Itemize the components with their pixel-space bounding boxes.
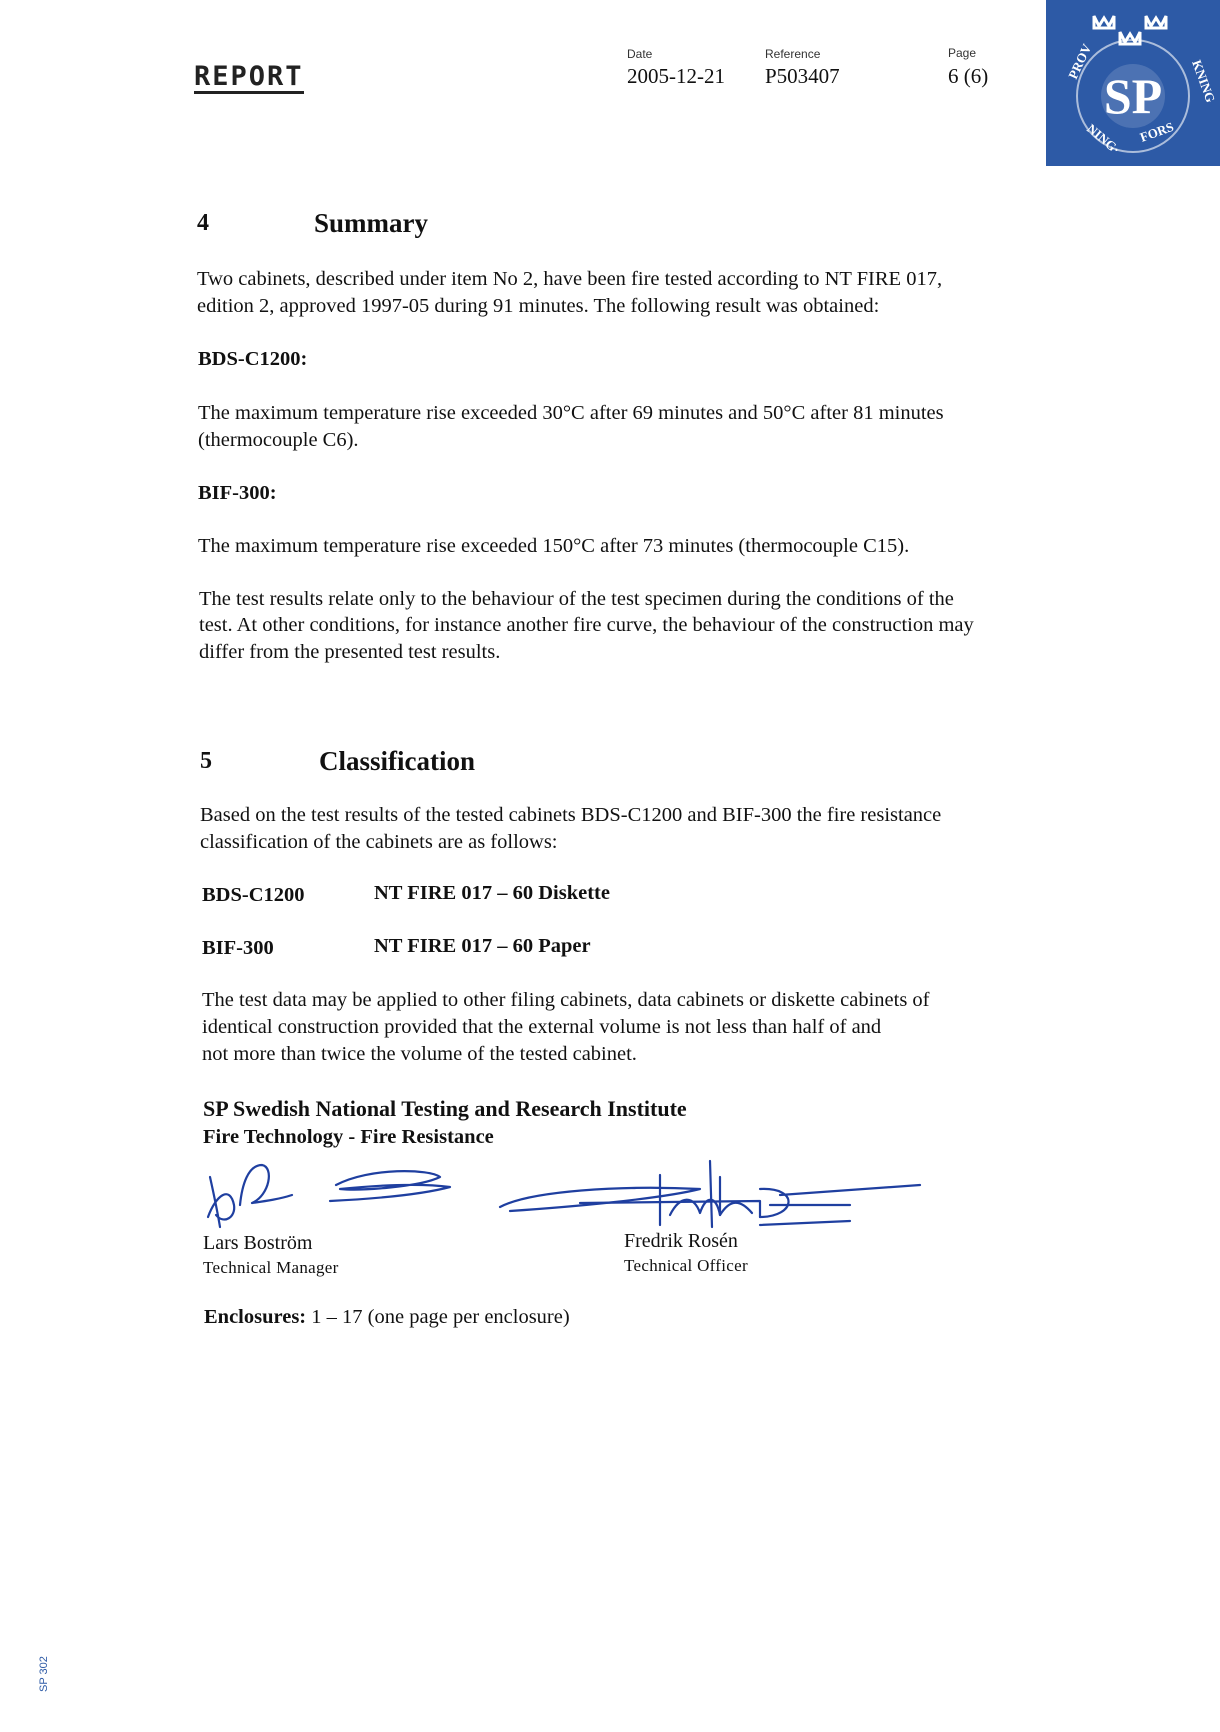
classification-section-number: 5 bbox=[200, 748, 212, 774]
svg-text:FORS: FORS bbox=[1137, 118, 1176, 145]
sp-logo-emblem bbox=[1046, 0, 1220, 166]
validity-note-line-1: The test results relate only to the behaviour of the test specimen during the conditions of the bbox=[199, 588, 954, 610]
classification-model: BDS-C1200 bbox=[202, 884, 305, 906]
bif-result-label: BIF-300: bbox=[198, 482, 277, 504]
reference-value: P503407 bbox=[765, 64, 840, 88]
classification-model: BIF-300 bbox=[202, 937, 274, 959]
svg-text:KNING: KNING bbox=[1189, 57, 1219, 105]
page-value: 6 (6) bbox=[948, 64, 989, 88]
signatory-name: Fredrik Rosén bbox=[624, 1230, 738, 1252]
svg-text:PROV: PROV bbox=[1065, 41, 1095, 82]
institute-name: SP Swedish National Testing and Research Institute bbox=[203, 1096, 687, 1121]
institute-department: Fire Technology - Fire Resistance bbox=[203, 1126, 494, 1148]
validity-note-line-3: differ from the presented test results. bbox=[199, 641, 501, 663]
classification-intro-line-2: classification of the cabinets are as follows: bbox=[200, 831, 558, 853]
date-label: Date bbox=[627, 47, 653, 61]
bif-result-line: The maximum temperature rise exceeded 150°C after 73 minutes (thermocouple C15). bbox=[198, 535, 910, 557]
summary-intro-line-1: Two cabinets, described under item No 2, have been fire tested according to NT FIRE 017, bbox=[197, 268, 943, 290]
applicability-line-3: not more than twice the volume of the tested cabinet. bbox=[202, 1043, 637, 1065]
classification-result: NT FIRE 017 – 60 Diskette bbox=[374, 882, 610, 904]
summary-section-number: 4 bbox=[197, 210, 209, 236]
summary-section-title: Summary bbox=[314, 208, 428, 238]
signatory-name: Lars Boström bbox=[203, 1232, 313, 1254]
signature-lars-bostrom bbox=[208, 1177, 234, 1227]
applicability-line-1: The test data may be applied to other filing cabinets, data cabinets or diskette cabinets of bbox=[202, 989, 930, 1011]
page-label: Page bbox=[948, 46, 977, 60]
form-code: SP 302 bbox=[38, 1656, 50, 1692]
svg-text:SP: SP bbox=[1103, 68, 1163, 124]
bds-result-label: BDS-C1200: bbox=[198, 348, 308, 370]
enclosures-text: 1 – 17 (one page per enclosure) bbox=[311, 1306, 570, 1328]
bds-result-line-1: The maximum temperature rise exceeded 30°C after 69 minutes and 50°C after 81 minutes bbox=[198, 402, 944, 424]
enclosures-label: Enclosures: bbox=[204, 1306, 307, 1328]
handwritten-signatures bbox=[200, 1155, 940, 1235]
enclosures bbox=[204, 1306, 570, 1329]
sp-logo bbox=[1046, 0, 1220, 166]
classification-result: NT FIRE 017 – 60 Paper bbox=[374, 935, 591, 957]
classification-intro-line-1: Based on the test results of the tested cabinets BDS-C1200 and BIF-300 the fire resistance bbox=[200, 804, 942, 826]
summary-intro-line-2: edition 2, approved 1997-05 during 91 minutes. The following result was obtained: bbox=[197, 295, 880, 317]
reference-label: Reference bbox=[765, 47, 821, 61]
validity-note-line-2: test. At other conditions, for instance another fire curve, the behaviour of the construction may bbox=[199, 614, 974, 636]
svg-text:NING·: NING· bbox=[1084, 120, 1124, 157]
document-type: REPORT bbox=[194, 61, 304, 92]
signature-fredrik-rosen bbox=[500, 1188, 700, 1211]
applicability-line-2: identical construction provided that the external volume is not less than half of and bbox=[202, 1016, 882, 1038]
signatory-title: Technical Manager bbox=[203, 1258, 339, 1277]
classification-section-title: Classification bbox=[319, 746, 476, 776]
bds-result-line-2: (thermocouple C6). bbox=[198, 429, 359, 451]
date-value: 2005-12-21 bbox=[627, 64, 725, 88]
signatory-title: Technical Officer bbox=[624, 1256, 748, 1275]
